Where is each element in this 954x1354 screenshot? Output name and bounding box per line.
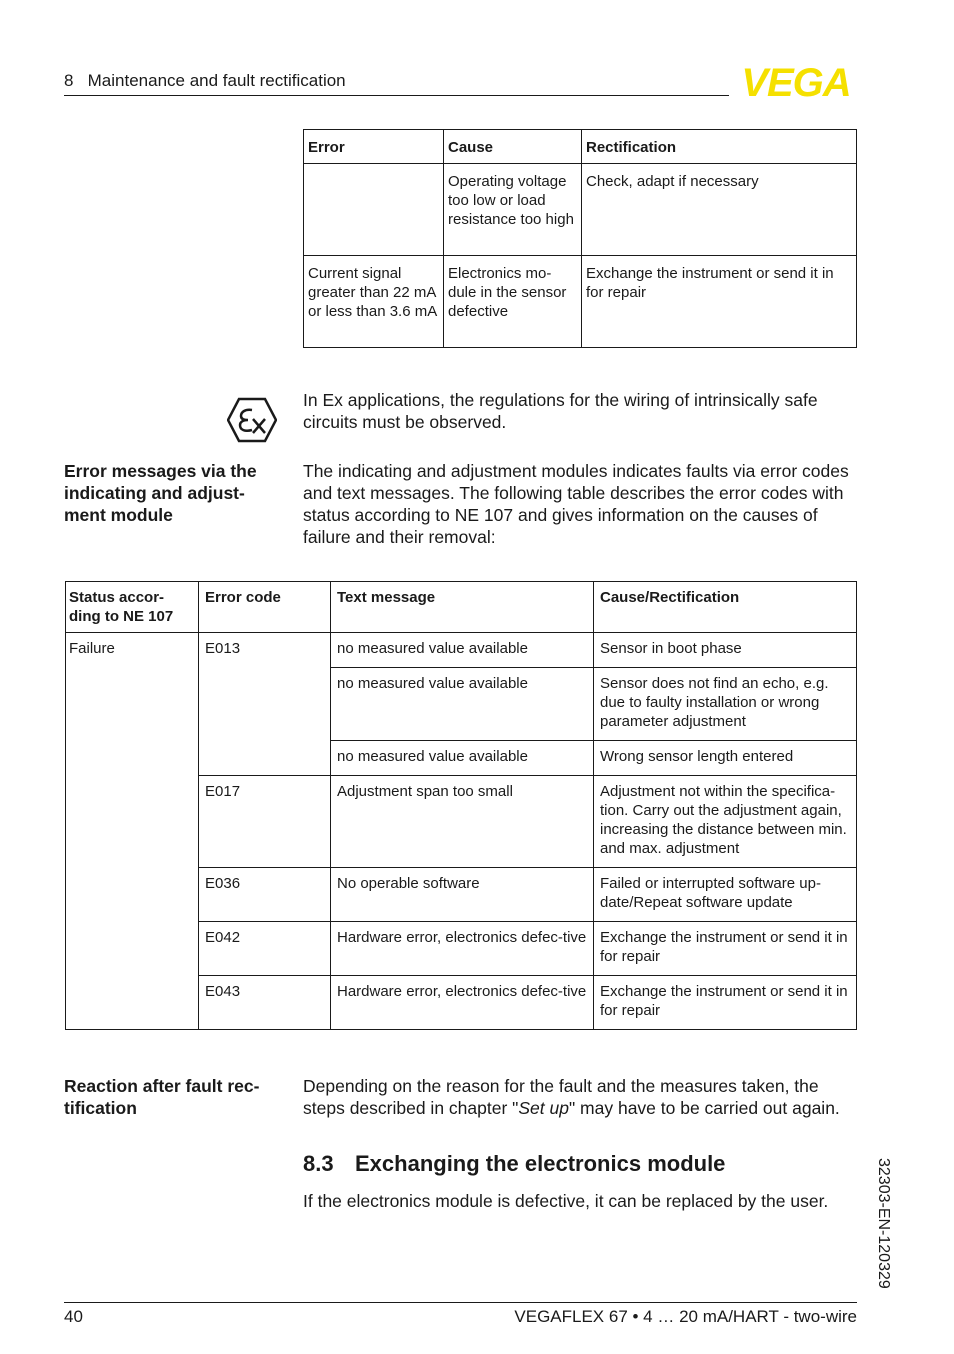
header-rule: [64, 95, 729, 96]
error-code-cell: E036: [199, 868, 331, 922]
reaction-text: [303, 1075, 863, 1119]
section-heading: [303, 1151, 725, 1177]
column-header-error-code: Error code: [199, 582, 331, 633]
column-header-cause-rectification: Cause/Rectification: [594, 582, 857, 633]
cause-rectification-cell: Sensor does not find an echo, e.g. due to faulty installation or wrong parameter adjustment: [594, 668, 857, 741]
text-message-cell: no measured value available: [331, 668, 594, 741]
error-codes-table: [65, 581, 857, 1030]
table-row: [304, 256, 857, 348]
page-number: 40: [64, 1307, 83, 1326]
error-messages-text: The indicating and adjustment modules indicates faults via error codes and text messages. The following table describes the error codes with status according to NE 107 and gives information on the causes of failure and their removal:: [303, 461, 849, 547]
footer-rule: [64, 1302, 857, 1303]
error-code-cell: E042: [199, 922, 331, 976]
text-message-cell: Hardware error, electronics defec-tive: [331, 976, 594, 1030]
cause-rectification-cell: Sensor in boot phase: [594, 633, 857, 668]
column-header-error: Error: [304, 130, 444, 164]
column-header-text-message: Text message: [331, 582, 594, 633]
cause-cell: Electronics mo-dule in the sensor defective: [444, 256, 582, 348]
table-header-row: [66, 582, 857, 633]
chapter-number: 8: [64, 71, 74, 90]
reaction-text-end: " may have to be carried out again.: [568, 1098, 840, 1118]
error-code-cell: E013: [199, 633, 331, 776]
column-header-cause: Cause: [444, 130, 582, 164]
section-text: If the electronics module is defective, it can be replaced by the user.: [303, 1191, 829, 1211]
reaction-text-start: Depending on the reason for the fault and the measures taken, the steps described in chapter ": [303, 1076, 819, 1118]
column-header-rectification: Rectification: [582, 130, 857, 164]
ex-note-text: In Ex applications, the regulations for the wiring of intrinsically safe circuits must be observed.: [303, 390, 818, 432]
rectification-cell: Exchange the instrument or send it in for repair: [582, 256, 857, 348]
cause-rectification-cell: Exchange the instrument or send it in for repair: [594, 922, 857, 976]
table-row: [66, 633, 857, 668]
status-cell: Failure: [66, 633, 199, 1030]
column-header-status: Status accor-ding to NE 107: [66, 582, 199, 633]
error-cell: [304, 164, 444, 256]
text-message-cell: No operable software: [331, 868, 594, 922]
cause-rectification-cell: Adjustment not within the specifica-tion. Carry out the adjustment again, increasing the distance between min. and max. adjustment: [594, 776, 857, 868]
table-header-row: [304, 130, 857, 164]
document-code: 32303-EN-120329: [875, 1158, 892, 1289]
section-number: 8.3: [303, 1151, 334, 1176]
cause-rectification-cell: Wrong sensor length entered: [594, 741, 857, 776]
cause-cell: Operating voltage too low or load resistance too high: [444, 164, 582, 256]
error-cell: Current signal greater than 22 mA or less than 3.6 mA: [304, 256, 444, 348]
text-message-cell: no measured value available: [331, 633, 594, 668]
chapter-title: Maintenance and fault rectification: [87, 71, 346, 90]
set-up-reference: Set up: [518, 1098, 569, 1118]
table-row: [304, 164, 857, 256]
running-header: [64, 71, 346, 91]
error-code-cell: E017: [199, 776, 331, 868]
reaction-heading: Reaction after fault rec-tification: [64, 1076, 260, 1118]
error-cause-table: [303, 129, 857, 348]
cause-rectification-cell: Exchange the instrument or send it in for repair: [594, 976, 857, 1030]
footer-product: VEGAFLEX 67 • 4 … 20 mA/HART - two-wire: [514, 1307, 857, 1326]
svg-text:VEGA: VEGA: [741, 64, 851, 100]
vega-logo: [734, 64, 858, 100]
text-message-cell: no measured value available: [331, 741, 594, 776]
section-title: Exchanging the electronics module: [355, 1151, 726, 1176]
text-message-cell: Adjustment span too small: [331, 776, 594, 868]
cause-rectification-cell: Failed or interrupted software up-date/Repeat software update: [594, 868, 857, 922]
error-messages-heading: Error messages via the indicating and adjust-ment module: [64, 461, 257, 525]
ex-symbol-icon: [227, 397, 277, 443]
rectification-cell: Check, adapt if necessary: [582, 164, 857, 256]
error-code-cell: E043: [199, 976, 331, 1030]
text-message-cell: Hardware error, electronics defec-tive: [331, 922, 594, 976]
